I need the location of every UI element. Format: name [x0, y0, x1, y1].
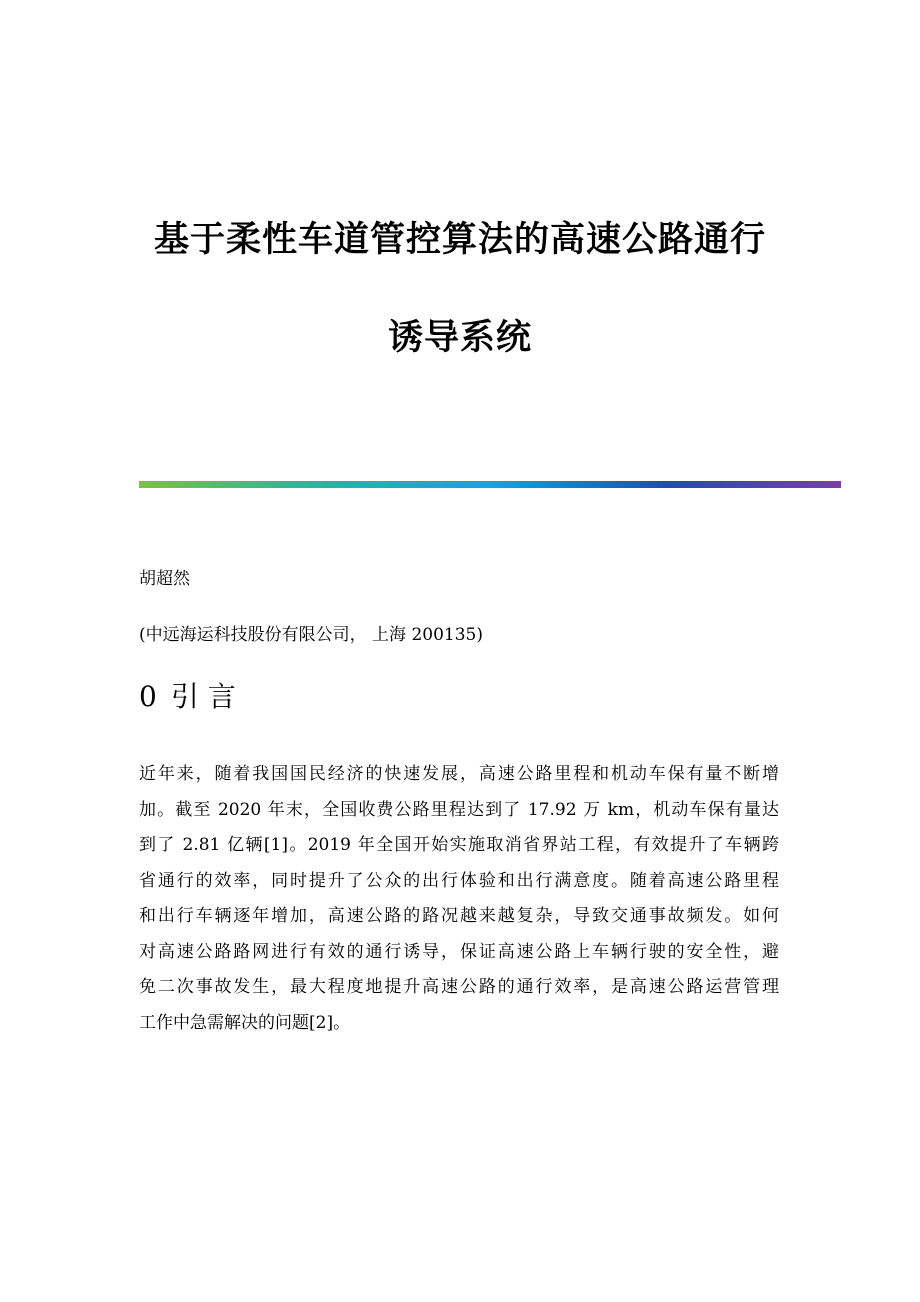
paragraph-line: 到了 2.81 亿辆[1]。2019 年全国开始实施取消省界站工程，有效提升了车辆跨 — [139, 835, 779, 855]
section-number: 0 — [139, 680, 157, 713]
paragraph-line: 对高速公路路网进行有效的通行诱导，保证高速公路上车辆行驶的安全性，避 — [139, 941, 779, 962]
paragraph-line: 和出行车辆逐年增加，高速公路的路况越来越复杂，导致交通事故频发。如何 — [139, 906, 779, 926]
paper-title-line-1: 基于柔性车道管控算法的高速公路通行 — [153, 219, 766, 260]
paragraph-line: 近年来，随着我国国民经济的快速发展，高速公路里程和机动车保有量不断增 — [139, 764, 779, 784]
paragraph-line: 免二次事故发生，最大程度地提升高速公路的通行效率，是高速公路运营管理 — [139, 977, 779, 997]
decorative-gradient-rule — [139, 481, 841, 488]
paragraph-line: 省通行的效率，同时提升了公众的出行体验和出行满意度。随着高速公路里程 — [139, 870, 779, 891]
author-name: 胡超然 — [139, 569, 190, 589]
paper-title-line-2: 诱导系统 — [387, 317, 532, 358]
section-heading — [139, 680, 236, 714]
author-affiliation: (中远海运科技股份有限公司， 上海 200135) — [139, 625, 483, 645]
paragraph-line: 工作中急需解决的问题[2]。 — [139, 1012, 351, 1033]
intro-paragraph — [139, 757, 779, 1041]
section-title: 引 言 — [170, 680, 236, 713]
paragraph-line: 加。截至 2020 年末，全国收费公路里程达到了 17.92 万 km，机动车保有量达 — [139, 799, 779, 820]
